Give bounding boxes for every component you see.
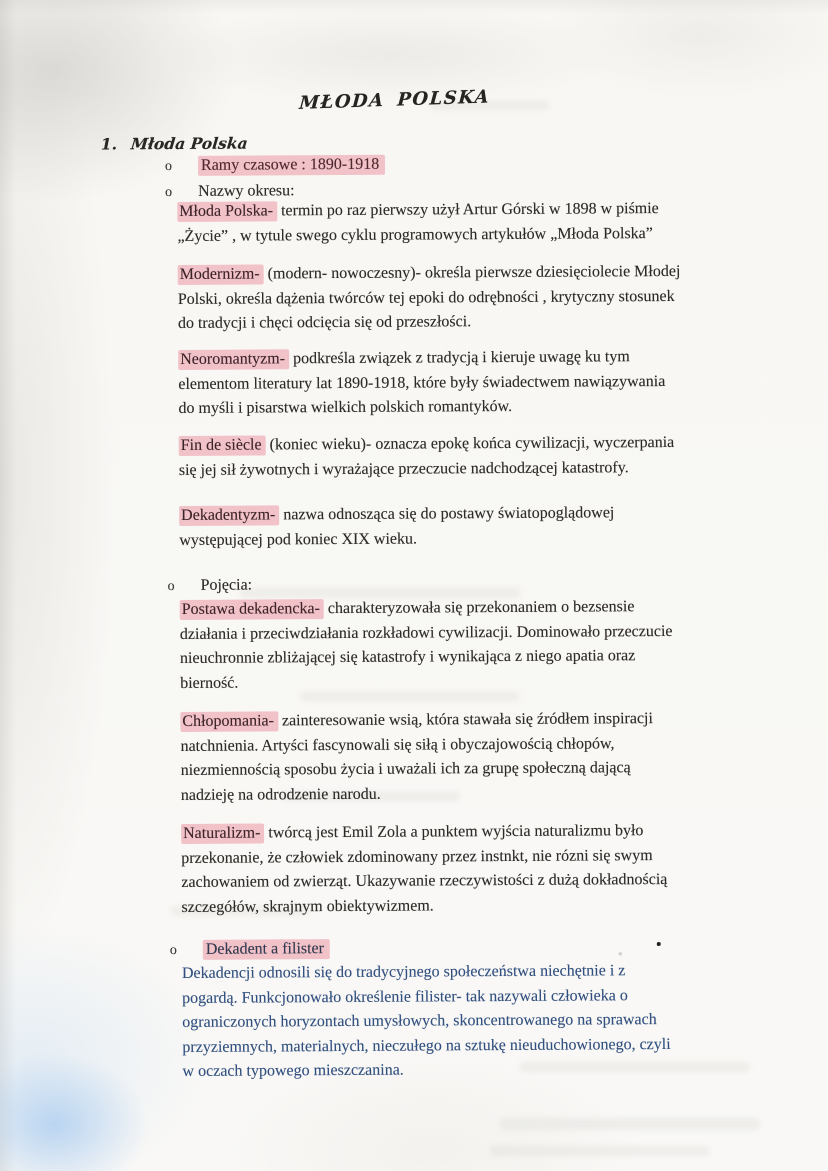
bullet-label-ramy-czasowe: Ramy czasowe : 1890-1918 [198,155,385,176]
bullet-label-pojecia: Pojęcia: [200,576,253,594]
bullet-label-dekadent-a-filister: Dekadent a filister [203,939,330,960]
definition-chlopomania [180,706,777,808]
bullet-pojecia [167,574,252,600]
definition-modernizm [178,259,774,336]
highlighted-term: Naturalizm- [181,823,264,844]
definition-text: termin po raz pierwszy użył Artur Górski w 1898 w piśmie „Życie” , w tytule swego cyklu programowych artykułów „Młoda Polska” [177,200,659,245]
page-title: MŁODA POLSKA [298,86,491,114]
highlighted-term: Dekadentyzm- [179,505,279,526]
list-heading: Młoda Polska [130,133,249,154]
definition-naturalizm [181,818,778,920]
highlighted-term: Modernizm- [178,264,264,285]
definition-neoromantyzm [178,344,774,421]
definition-postawa-dekadencka [180,594,777,696]
bullet-marker: o [164,159,173,175]
highlighted-term: Młoda Polska- [177,201,277,222]
ink-speck-artifact [619,952,622,955]
bullet-marker: o [165,185,173,201]
highlighted-term: Fin de siècle [179,435,266,456]
ink-dot-artifact [657,942,661,946]
definition-text: podkreśla związek z tradycją i kieruje uwagę ku tym elementom literatury lat 1890-1918, które były świadectwem nawiązywania do myśli i pisarstwa wielkich polskich romantyków. [178,348,666,417]
definition-text: twórcą jest Emil Zola a punktem wyjścia naturalizmu było przekonanie, że człowiek zdominowany przez instnkt, nie rózni się swym zachowaniem od zwierząt. Ukazywanie rzeczywistości z dużą dokładnością szczegółów, skrajnym obiektywizmem. [181,822,668,916]
definition-text: charakteryzowała się przekonaniem o bezsensie działania i przeciwdziałania rozkładowi cywilizacji. Dominowało przeczucie nieuchronnie zbliżającej się katastrofy i wynikająca z niego apatia oraz bierność. [179,598,673,692]
highlighted-term: Neoromantyzm- [178,349,289,370]
definition-dekadentyzm [179,500,775,553]
highlighted-term: Chłopomania- [180,711,278,732]
closing-paragraph: Dekadencji odnosili się do tradycyjnego społeczeństwa niechętnie i z pogardą. Funkcjonowało określenie filister- tak nazywali człowieka o ograniczonych horyzontach umysłowych, skoncentrowanego na sprawach przyziemnych, materialnych, nieczułego na sztukę nieuduchowionego, czyli w oczach typowego mieszczanina. [181,962,671,1080]
definition-mloda-polska [177,196,773,249]
list-number: 1. [100,134,118,154]
bullet-marker: o [167,579,175,595]
definition-text: (koniec wieku)- oznacza epokę końca cywilizacji, wyczerpania się jej sił żywotnych i wyrażające przeczucie nadchodzącej katastrofy. [178,433,675,479]
bullet-label-nazwy-okresu: Nazwy okresu: [198,182,295,200]
definition-text: (modern- nowoczesny)- określa pierwsze dziesięciolecie Młodej Polski, określa dążenia twórców tej epoki do odrębności , krytyczny stosunek do tradycji i chęci odcięcia się od przeszłości. [177,262,681,332]
bullet-ramy-czasowe [165,153,385,180]
bullet-marker: o [169,942,177,959]
definition-fin-de-siecle [179,430,775,483]
definition-text: zainteresowanie wsią, która stawała się źródłem inspiracji natchnienia. Artyści fascynowali się siłą i obyczajowością chłopów, niezmiennością sposobu życia i uważali ich za grupę społeczną dającą nadzieję na odrodzenie narodu. [180,710,653,804]
bullet-dekadent-a-filister [170,937,330,963]
definition-text: nazwa odnosząca się do postawy światopoglądowej występującej pod koniec XIX wieku. [179,504,615,549]
highlighted-term: Postawa dekadencka- [180,599,324,620]
